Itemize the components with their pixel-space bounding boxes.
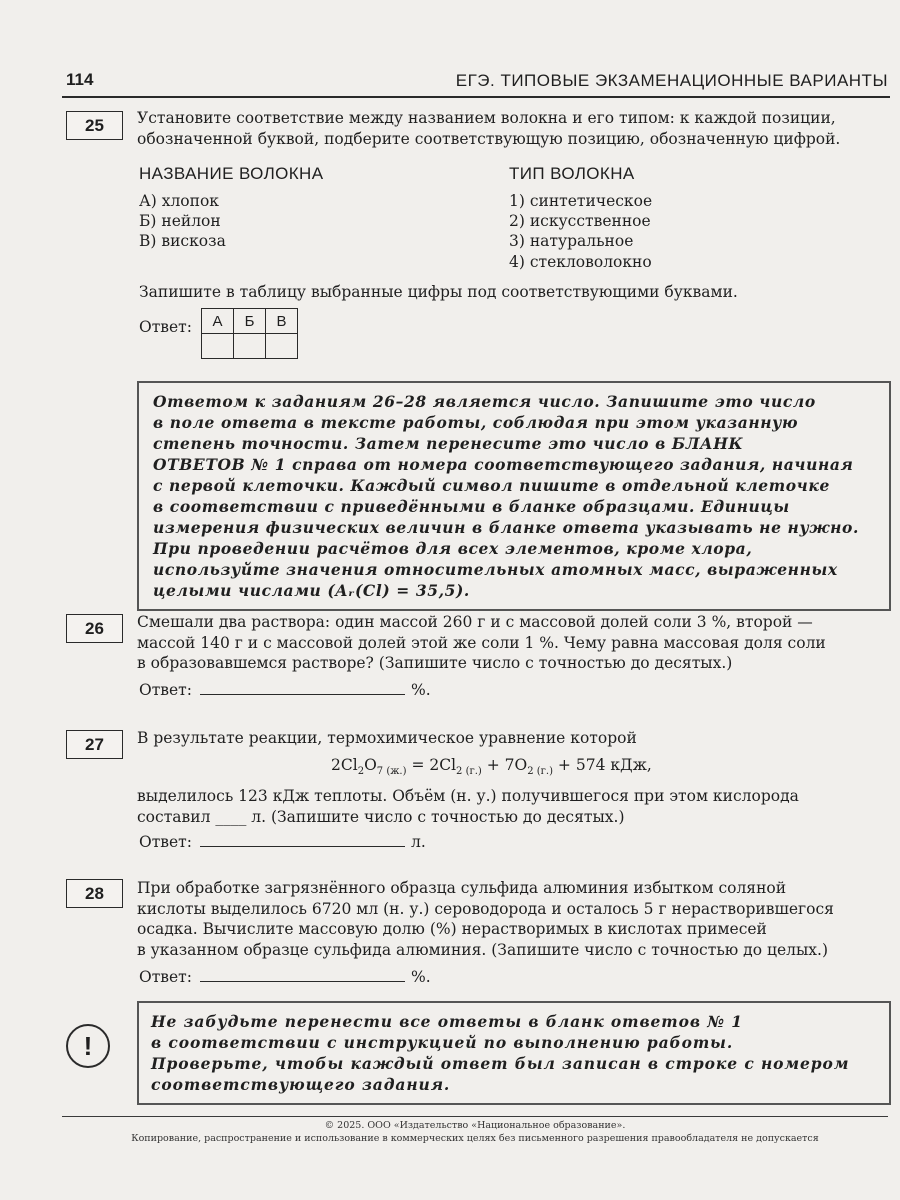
task-25-answer-label: Ответ: [139, 318, 192, 336]
task-28-answer-unit: %. [410, 968, 431, 986]
fiber-type-item: 3) натуральное [509, 232, 634, 250]
notice-line: При проведении расчётов для всех элементов, кроме хлора, [153, 539, 753, 558]
task-28-answer-label: Ответ: [139, 968, 192, 986]
grid-header-a: А [202, 309, 234, 334]
notice-line: с первой клеточки. Каждый символ пишите в отдельной клеточке [153, 476, 830, 495]
task-25-answer-grid [201, 308, 298, 359]
footer-rights: Копирование, распространение и использование в коммерческих целях без письменного разрешения правообладателя не допускается [131, 1133, 819, 1144]
reminder-line: Проверьте, чтобы каждый ответ был записан в строке с номером [151, 1054, 850, 1073]
task-26-answer-field[interactable] [200, 680, 405, 695]
fiber-type-item: 1) синтетическое [509, 192, 653, 210]
task-26-answer-label: Ответ: [139, 681, 192, 699]
grid-header-v: В [266, 309, 298, 334]
notice-line: в соответствии с приведёнными в бланке образцами. Единицы [153, 497, 790, 516]
task-text-line: массой 140 г и с массовой долей этой же соли 1 %. Чему равна массовая доля соли [137, 633, 826, 652]
eq-part: 2Cl [331, 756, 358, 774]
instructions-notice-box [137, 381, 891, 611]
eq-part: = [406, 756, 430, 774]
page-number: 114 [66, 70, 94, 89]
task-text-line: выделилось 123 кДж теплоты. Объём (н. у.) получившегося при этом кислорода [137, 787, 799, 805]
task-28-number: 28 [66, 879, 123, 908]
reminder-line: Не забудьте перенести все ответы в бланк ответов № 1 [151, 1012, 743, 1031]
eq-part: 2Cl [429, 756, 457, 774]
task-text-line: Установите соответствие между названием волокна и его типом: к каждой позиции, [137, 109, 836, 127]
fiber-type-item: 4) стекловолокно [509, 253, 652, 271]
task-28-answer-field[interactable] [200, 967, 405, 982]
grid-header-b: Б [234, 309, 266, 334]
notice-line: степень точности. Затем перенесите это число в БЛАНК [153, 434, 744, 453]
task-text-line: составил ____ л. (Запишите число с точностью до десятых.) [137, 807, 625, 826]
task-text-line: в образовавшемся растворе? (Запишите число с точностью до десятых.) [137, 654, 733, 672]
task-text-line: Смешали два раствора: один массой 260 г и с массовой долей соли 3 %, второй — [137, 613, 813, 631]
eq-part: O [364, 756, 377, 774]
task-26-number: 26 [66, 614, 123, 643]
fiber-name-heading: НАЗВАНИЕ ВОЛОКНА [139, 164, 324, 183]
grid-answer-cell-v[interactable] [266, 334, 298, 359]
task-27-text [137, 786, 888, 827]
task-text-line: кислоты выделилось 6720 мл (н. у.) сероводорода и осталось 5 г нерастворившегося [137, 899, 834, 918]
fiber-name-item: Б) нейлон [139, 212, 221, 230]
notice-line: используйте значения относительных атомных масс, выраженных [153, 560, 838, 579]
task-28-answer-row [139, 967, 431, 986]
task-25-text [137, 108, 888, 149]
thermochemical-equation [331, 756, 652, 777]
task-27-number: 27 [66, 730, 123, 759]
reminder-line: соответствующего задания. [151, 1075, 451, 1094]
grid-answer-cell-b[interactable] [234, 334, 266, 359]
footer-copyright: © 2025. ООО «Издательство «Национальное образование». [324, 1120, 626, 1131]
notice-line: измерения физических величин в бланке ответа указывать не нужно. [153, 518, 859, 537]
reminder-box [137, 1001, 891, 1105]
notice-line: ОТВЕТОВ № 1 справа от номера соответствующего задания, начиная [153, 455, 854, 474]
eq-sub: 2 (г.) [527, 766, 553, 778]
grid-answer-cell-a[interactable] [202, 334, 234, 359]
fiber-type-item: 2) искусственное [509, 212, 651, 230]
task-28-text [137, 878, 888, 960]
fiber-type-heading: ТИП ВОЛОКНА [509, 164, 635, 183]
eq-sub: 2 (г.) [456, 766, 482, 778]
reminder-line: в соответствии с инструкцией по выполнению работы. [151, 1033, 734, 1052]
notice-line: в поле ответа в тексте работы, соблюдая при этом указанную [153, 413, 799, 432]
task-text-line: При обработке загрязнённого образца сульфида алюминия избытком соляной [137, 879, 787, 897]
notice-line: целыми числами (Aᵣ(Cl) = 35,5). [153, 581, 470, 600]
task-25-instruction: Запишите в таблицу выбранные цифры под соответствующими буквами. [139, 283, 738, 301]
eq-part: 7O [504, 756, 528, 774]
exclamation-icon: ! [66, 1024, 110, 1068]
task-27-answer-field[interactable] [200, 832, 405, 847]
task-26-text [137, 612, 888, 674]
task-text-line: обозначенной буквой, подберите соответствующую позицию, обозначенную цифрой. [137, 129, 841, 148]
task-25-number: 25 [66, 111, 123, 140]
task-27-answer-label: Ответ: [139, 833, 192, 851]
eq-part: + [481, 756, 505, 774]
task-text-line: в указанном образце сульфида алюминия. (Запишите число с точностью до целых.) [137, 940, 829, 959]
task-26-answer-unit: %. [410, 681, 431, 699]
fiber-name-item: В) вискоза [139, 232, 226, 250]
task-27-answer-row [139, 832, 426, 851]
running-title: ЕГЭ. ТИПОВЫЕ ЭКЗАМЕНАЦИОННЫЕ ВАРИАНТЫ [455, 71, 888, 90]
eq-sub: 2 [357, 766, 365, 778]
fiber-name-item: А) хлопок [139, 192, 219, 210]
header-divider [62, 96, 890, 98]
task-27-answer-unit: л. [410, 833, 426, 851]
task-text-line: осадка. Вычислите массовую долю (%) нерастворимых в кислотах примесей [137, 920, 767, 938]
footer-divider [62, 1116, 888, 1117]
eq-sub: 7 (ж.) [376, 766, 407, 778]
notice-line: Ответом к заданиям 26–28 является число. Запишите это число [153, 392, 816, 411]
task-26-answer-row [139, 680, 431, 699]
eq-part: + 574 кДж, [553, 756, 652, 774]
task-27-intro: В результате реакции, термохимическое уравнение которой [137, 729, 637, 747]
